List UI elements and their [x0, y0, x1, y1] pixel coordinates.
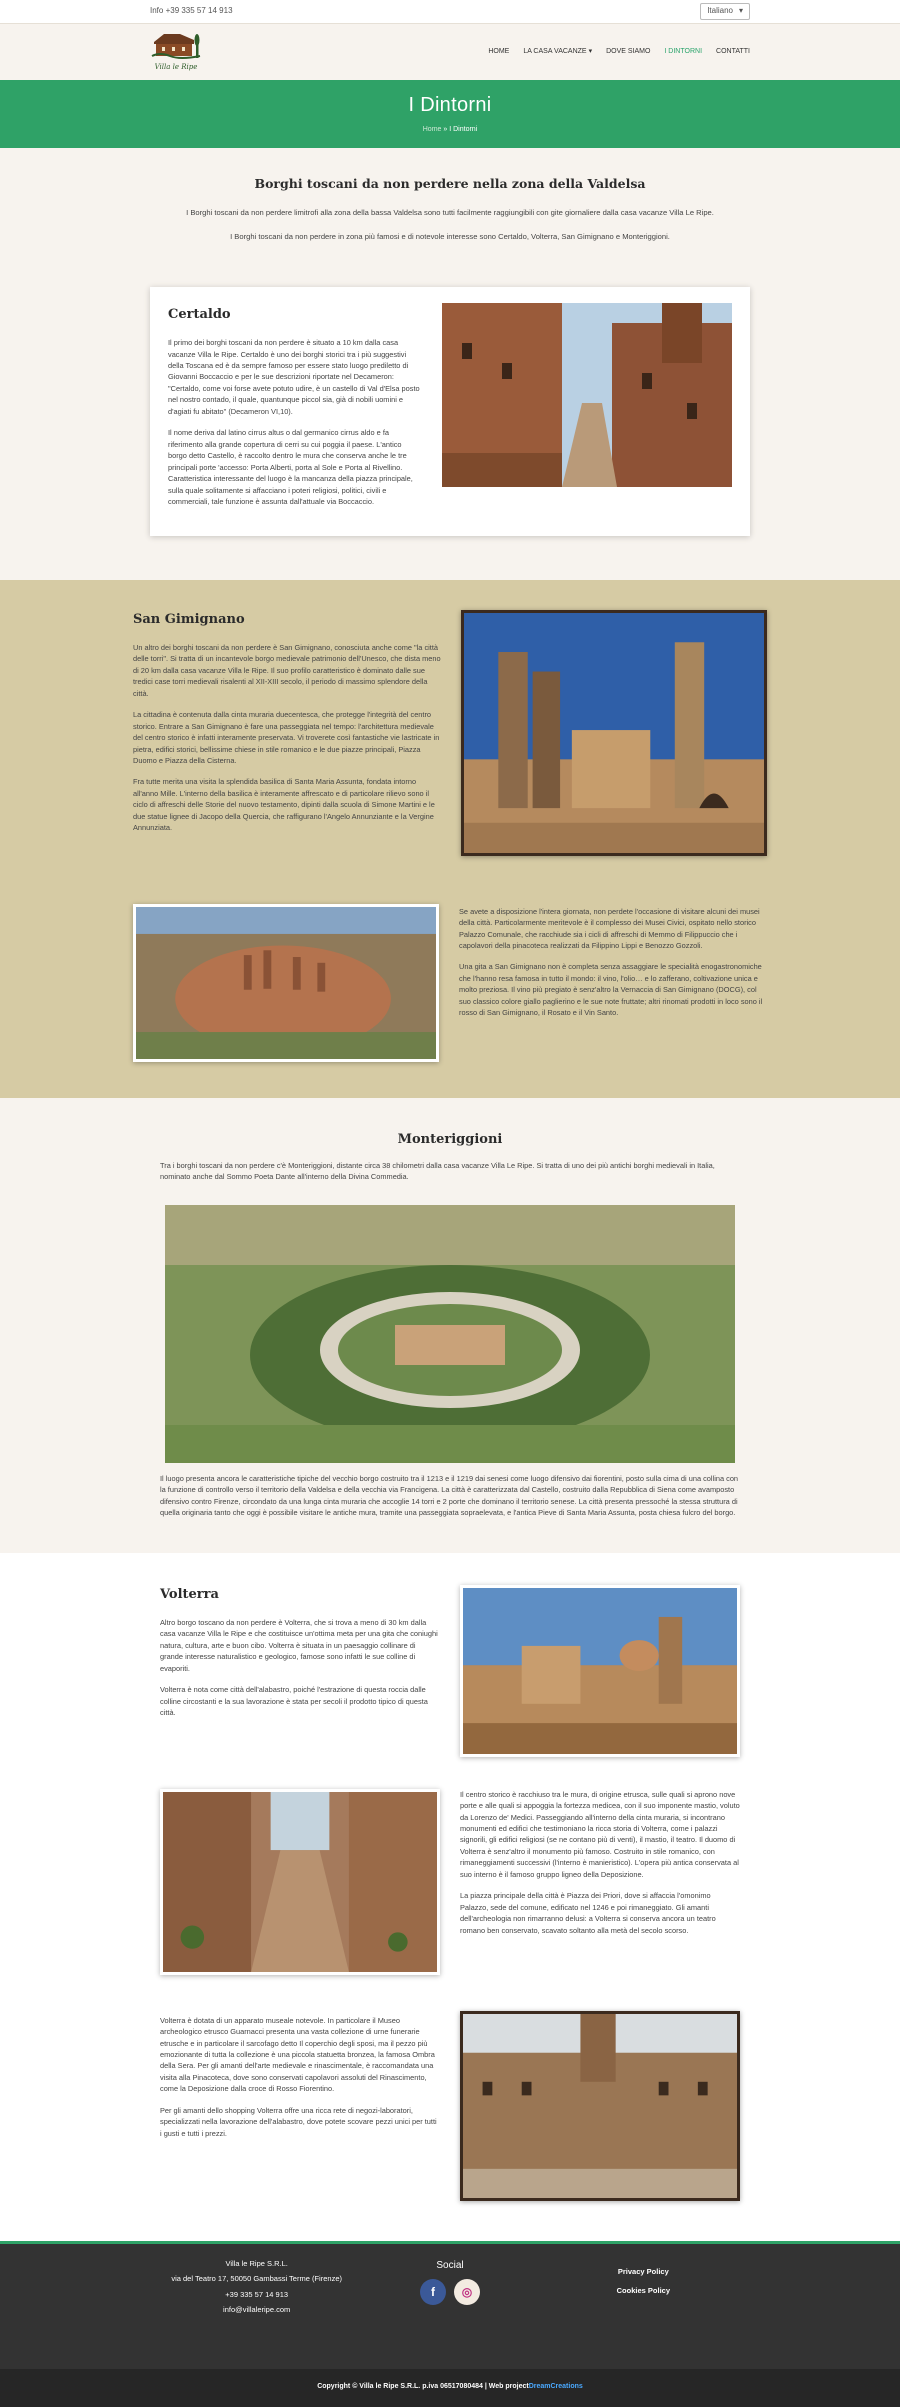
san-gimignano-paragraph: Una gita a San Gimignano non è completa senza assaggiare le specialità enogastronomiche che l'hanno resa famosa in tutto il mondo: il vino, l'olio… e lo zafferano, coltivazione unica e molto preziosa. Il vino più pregiato è senz'altro la Vernaccia di San Gimignano (DOCG), col suo classico colore giallo paglierino e le sue note fruttate; altri rinomati prodotti in loco sono il rosso di San Gimignano, il Rosato e il Vin Santo.: [459, 962, 763, 1018]
site-header: [0, 24, 900, 80]
footer-policies: [547, 2258, 740, 2369]
monteriggioni-paragraph: Tra i borghi toscani da non perdere c'è Monteriggioni, distante circa 38 chilometri dalla casa vacanze Villa Le Ripe. Si tratta di uno dei più antichi borghi medievali in Italia, nominato anche dal Sommo Poeta Dante all'interno della Divina Commedia.: [160, 1160, 715, 1182]
cookies-policy-link[interactable]: Cookies Policy: [616, 2286, 670, 2296]
monteriggioni-title: Monteriggioni: [397, 1131, 503, 1147]
site-footer: [0, 2241, 900, 2369]
facebook-icon[interactable]: f: [420, 2279, 446, 2305]
language-value: Italiano: [707, 6, 733, 16]
certaldo-title: Certaldo: [168, 306, 231, 322]
menu-dintorni[interactable]: I DINTORNI: [664, 47, 703, 55]
intro-title: Borghi toscani da non perdere nella zona della Valdelsa: [254, 176, 646, 191]
footer-social: [353, 2258, 546, 2369]
language-select[interactable]: [700, 3, 750, 19]
monteriggioni-section: [0, 1098, 900, 1553]
volterra-paragraph: La piazza principale della città è Piazza dei Priori, dove si affaccia l'omonimo Palazzo, sede del comune, edificato nel 1246 e poi rimaneggiato. Gli amanti dell'archeologia non rimarranno delusi: a Volterra si conserva ancora un teatro romano ben conservato, scavato soltanto alla metà del secolo scorso.: [460, 1891, 716, 1935]
chevron-down-icon: ▾: [588, 47, 593, 55]
volterra-panorama-photo: [460, 1585, 740, 1757]
volterra-title: Volterra: [160, 1586, 219, 1602]
page-title: I Dintorni: [408, 94, 492, 116]
monteriggioni-paragraph: Il luogo presenta ancora le caratteristiche tipiche del vecchio borgo costruito tra il 1213 e il 1219 dai senesi come luogo difensivo dai fiorentini, posto sulla cima di una collina con la funzione di controllo verso il territorio della Valdelsa e della vecchia via Francigena. La città è caratterizzata dal Castello, costruito dalla Repubblica di Siena come avamposto difensivo contro Firenze, circondato da una lunga cinta muraria che accoglie 14 torri e 2 porte che dominano il territorio senese. La città presenta pressoché la stessa struttura di quella originaria tanto che oggi è possibile visitare le antiche mura, tramite una passeggiata sopraelevata, e l'antica Pieve di Santa Maria Assunta, posta chiesa fulcro del borgo.: [160, 1473, 739, 1518]
chevron-down-icon: ▾: [738, 6, 743, 16]
page-hero: [0, 80, 900, 148]
breadcrumb-home[interactable]: Home: [422, 126, 442, 133]
logo-text: Villa le Ripe: [154, 63, 198, 72]
menu-casa-vacanze-label: LA CASA VACANZE: [523, 47, 587, 55]
breadcrumb-separator: »: [441, 126, 450, 133]
menu-casa-vacanze[interactable]: [523, 47, 592, 58]
web-project-link[interactable]: DreamCreations: [528, 2383, 583, 2391]
menu-dove-siamo[interactable]: DOVE SIAMO: [606, 47, 651, 55]
monteriggioni-aerial-photo: [165, 1205, 735, 1463]
phone-info[interactable]: Info +39 335 57 14 913: [150, 6, 233, 16]
instagram-icon[interactable]: ◎: [454, 2279, 480, 2305]
copyright-bar: [0, 2369, 900, 2407]
volterra-paragraph: Per gli amanti dello shopping Volterra offre una ricca rete di negozi-laboratori, specializzati nella lavorazione dell'alabastro, dove potete scovare pezzi unici per tutti i gusti e tutti i prezzi.: [160, 2105, 437, 2138]
san-gimignano-towers-photo: [461, 610, 767, 856]
social-heading: Social: [436, 2259, 464, 2271]
menu-contatti[interactable]: CONTATTI: [716, 47, 750, 55]
footer-address: via del Teatro 17, 50050 Gambassi Terme (Firenze): [171, 2274, 342, 2284]
volterra-paragraph: Volterra è nota come città dell'alabastro, poiché l'estrazione di questa roccia dalle colline circostanti e la sua lavorazione è stata per secoli il prodotto tipico di questa città.: [160, 1685, 428, 1717]
privacy-policy-link[interactable]: Privacy Policy: [617, 2266, 669, 2276]
certaldo-paragraph: Il nome deriva dal latino cirrus altus o dal germanico cirrus aldo e fa riferimento alla grande copertura di cerri su cui poggia il paese. L'antico borgo detto Castello, è raccolto dentro le mura che conserva anche le tre principali porte 'accesso: Porta Alberti, porta al Sole e Porta al Rivellino. Caratteristica interessante del luogo è la mancanza della piazza principale, sulla quale solitamente si affacciano i poteri religiosi, politici, civili e commerciali, tale funzione è assunta dall'attuale via Boccaccio.: [168, 428, 413, 507]
logo[interactable]: [150, 30, 202, 74]
intro-section: [0, 148, 900, 580]
top-bar: [0, 0, 900, 24]
san-gimignano-paragraph: Fra tutte merita una visita la splendida basilica di Santa Maria Assunta, fondata intorno all'anno Mille. L'interno della basilica è interamente affrescato e di particolare rilievo sono il ciclo di affreschi delle Storie del nuovo testamento, dipinti dalla scuola di Simone Martini e le due statue lignee di Jacopo della Quercia, che raffigurano l'Angelo Annunziante e la Vergine Annunziata.: [133, 777, 435, 833]
footer-company: Villa le Ripe S.R.L.: [225, 2258, 288, 2268]
menu-home[interactable]: HOME: [488, 47, 510, 55]
san-gimignano-paragraph: La cittadina è contenuta dalla cinta muraria duecentesca, che protegge l'integrità del centro storico. Entrare a San Gimignano è fare una passeggiata nel tempo: l'architettura medievale del centro storico è infatti interamente preservata. Vi troverete così fantastiche vie lastricate in pietra, edifici storici, bellissime chiese in stile romanico e le due piazze principali, Piazza Duomo e Piazza della Cisterna.: [133, 710, 440, 765]
volterra-section: [0, 1553, 900, 2241]
volterra-piazza-photo: [460, 2011, 740, 2201]
certaldo-paragraph: Il primo dei borghi toscani da non perdere è situato a 10 km dalla casa vacanze Villa le Ripe. Certaldo è uno dei borghi storici tra i più suggestivi della Toscana ed è da sempre famoso per essere stato luogo prediletto di Giovanni Boccaccio e per le sue descrizioni riportate nel Decameron: "Certaldo, come voi forse avete potuto udire, è un castello di Val d'Elsa posto nel nostro contado, il quale, quantunque piccol sia, già di nobili uomini e d'agiati fu abitato" (Decameron VI,10).: [168, 338, 420, 416]
san-gimignano-paragraph: Un altro dei borghi toscani da non perdere è San Gimignano, conosciuta anche come "la città delle torri". Si tratta di un incantevole borgo medievale patrimonio dell'Unesco, che dista meno di 20 km dalla casa vacanze Villa le Ripe. Il suo profilo caratteristico è dominato dalle sue tredici case torri medievali risalenti al XII-XIII secolo, il periodo di massimo splendore della città.: [133, 642, 441, 698]
footer-email[interactable]: info@villaleripe.com: [223, 2305, 291, 2315]
certaldo-photo: [442, 303, 732, 487]
san-gimignano-title: San Gimignano: [133, 611, 245, 627]
main-menu: [488, 47, 750, 58]
breadcrumb-current: I Dintorni: [449, 126, 478, 133]
volterra-street-photo: [160, 1789, 440, 1975]
volterra-paragraph: Il centro storico è racchiuso tra le mura, di origine etrusca, sulle quali si aprono nove porte e alle quali si appoggia la fortezza medicea, con il suo imponente mastio, voluto da Lorenzo de' Medici. Passeggiando all'interno della cinta muraria, si incontrano monumenti ed edifici che testimoniano la ricca storia di Volterra, come i palazzi signorili, gli edifici religiosi (se ne contano più di venti), il mastio, il teatro. Il duomo di Volterra è senz'altro il monumento più famoso. Costruito in stile romanico, con rimaneggiamenti successivi (l'interno è manieristico). L'opera più antica conservata al suo interno è il famoso gruppo ligneo della Deposizione.: [460, 1789, 740, 1879]
volterra-paragraph: Volterra è dotata di un apparato museale notevole. In particolare il Museo archeologico etrusco Guarnacci presenta una vasta collezione di urne funerarie etrusche e in particolare il sarcofago detto Il coperchio degli sposi, ma il pezzo più emozionante di tutta la collezione è una piccola statuetta bronzea, la famosa Ombra della Sera. Per gli amanti dell'arte medievale e rinascimentale, è raccomandata una visita alla Pinacoteca, dove sono conservati capolavori assoluti del Rinascimento, come la Deposizione dalla croce di Rosso Fiorentino.: [160, 2015, 435, 2094]
san-gimignano-paragraph: Se avete a disposizione l'intera giornata, non perdete l'occasione di visitare alcuni dei musei della città. Particolarmente meritevole è il complesso dei Musei Civici, ospitato nello storico Palazzo Comunale, che racchiude sia i cicli di affreschi di Memmo di Filippuccio che i capolavori della pinacoteca realizzati da Filippino Lippi e Benozzo Gozzoli.: [459, 906, 760, 951]
copyright-text: Copyright © Villa le Ripe S.R.L. p.iva 06517080484 | Web project: [317, 2383, 529, 2391]
breadcrumb: [0, 125, 900, 136]
intro-paragraph: I Borghi toscani da non perdere in zona più famosi e di notevole interesse sono Certaldo, Volterra, San Gimignano e Monteriggioni.: [230, 232, 670, 242]
san-gimignano-aerial-photo: [133, 904, 439, 1062]
intro-paragraph: I Borghi toscani da non perdere limitrofi alla zona della bassa Valdelsa sono tutti facilmente raggiungibili con gite giornaliere dalla casa vacanze Villa Le Ripe.: [186, 208, 714, 218]
footer-contacts: [160, 2258, 353, 2369]
volterra-paragraph: Altro borgo toscano da non perdere è Volterra, che si trova a meno di 30 km dalla casa vacanze Villa le Ripe e che costituisce un'ottima meta per una gita che coniughi natura, cultura, arte e buon cibo. Volterra è situata in un paesaggio collinare di grande interesse naturalistico e geologico, famose sono infatti le sue colline di evaporiti.: [160, 1617, 438, 1673]
certaldo-card: [150, 287, 750, 536]
san-gimignano-section: [0, 580, 900, 1098]
footer-phone[interactable]: +39 335 57 14 913: [225, 2289, 289, 2299]
